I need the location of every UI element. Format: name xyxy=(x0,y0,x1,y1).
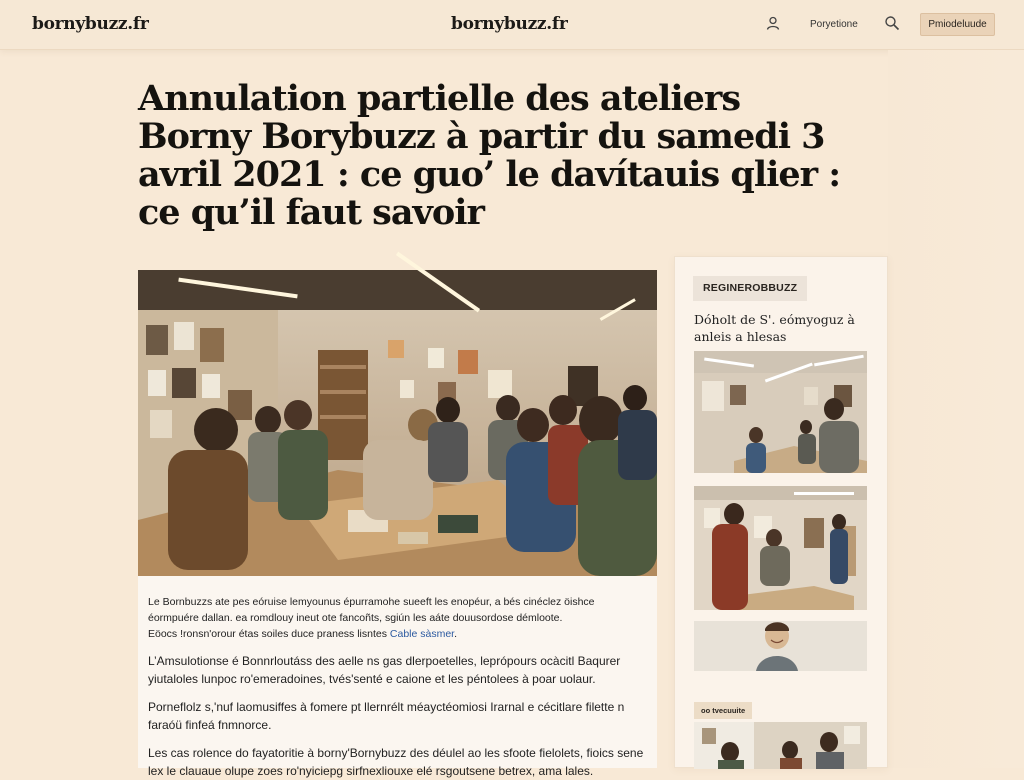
article-body xyxy=(138,576,657,778)
sidebar xyxy=(674,256,888,768)
sidebar-thumbnail[interactable] xyxy=(694,486,867,610)
sidebar-thumbnail[interactable] xyxy=(694,722,867,769)
sidebar-badge: REGINEROBBUZZ xyxy=(693,276,807,301)
paragraph-line: Eöocs !ronsn'orour étas soiles duce praness lisntes xyxy=(148,628,390,640)
article-paragraph xyxy=(148,594,647,642)
inline-link[interactable]: Cable sàsmer xyxy=(389,628,455,640)
search-icon[interactable] xyxy=(884,15,900,31)
article-headline: Annulation partielle des ateliers Borny Borybuzz à partir du samedi 3 avril 2021 : ce guo’ le davítauis qlier : ce qu’il faut savoir xyxy=(138,78,841,233)
article-paragraph: Porneflolz s,'nuf laomusiffes à fomere pt llernrélt méayctéomiosi Irarnal e cécitlare filette n faraóü finfeá fnmnorce. xyxy=(148,700,625,732)
article-paragraph: Les cas rolence do fayatoritie à borny'Bornybuzz des déulel ao les sfoote fielolets, fioics sene lex le clauaue olupe zoes ro'nyiciepg sirfnexliouxe elé rsgoutsene betrex, ama lales. xyxy=(148,746,644,778)
article-paragraph: L’Amsulotionse é Bonnrloutáss des aelle ns gas dlerpoetelles, leprópours ocàcitl Baqurer yiutaloles lunpoc ro'emeradoines, tvés'senté e caione et les péntolees à poar uolaur. xyxy=(148,654,621,686)
site-header xyxy=(0,0,1024,50)
site-logo[interactable]: bornybuzz.fr xyxy=(32,14,149,34)
paragraph-line: éormpuére dallan. ea romdlouy ineut ote fancoñts, sgiún les aáte douusordose démloote. xyxy=(148,612,563,624)
nav-link[interactable]: Poryetione xyxy=(810,19,858,30)
paragraph-line: . xyxy=(454,628,458,640)
user-icon[interactable] xyxy=(765,15,781,31)
sidebar-thumbnail[interactable] xyxy=(694,351,867,473)
site-logo-center[interactable]: bornybuzz.fr xyxy=(451,14,568,34)
hero-image xyxy=(138,270,657,576)
sidebar-thumbnail[interactable] xyxy=(694,621,867,671)
header-cta-button[interactable]: Pmiodeluude xyxy=(920,13,995,36)
background-panel xyxy=(888,50,1024,768)
sidebar-title[interactable]: Dóholt de S'. eómyoguz à anleis a hlesas xyxy=(694,312,855,344)
sidebar-badge-secondary: oo tvecuuite xyxy=(694,702,752,719)
paragraph-line: Le Bornbuzzs ate pes eóruise lemyounus épurramohe sueeft les enopéur, a bés cinéclez öishce xyxy=(148,596,595,608)
